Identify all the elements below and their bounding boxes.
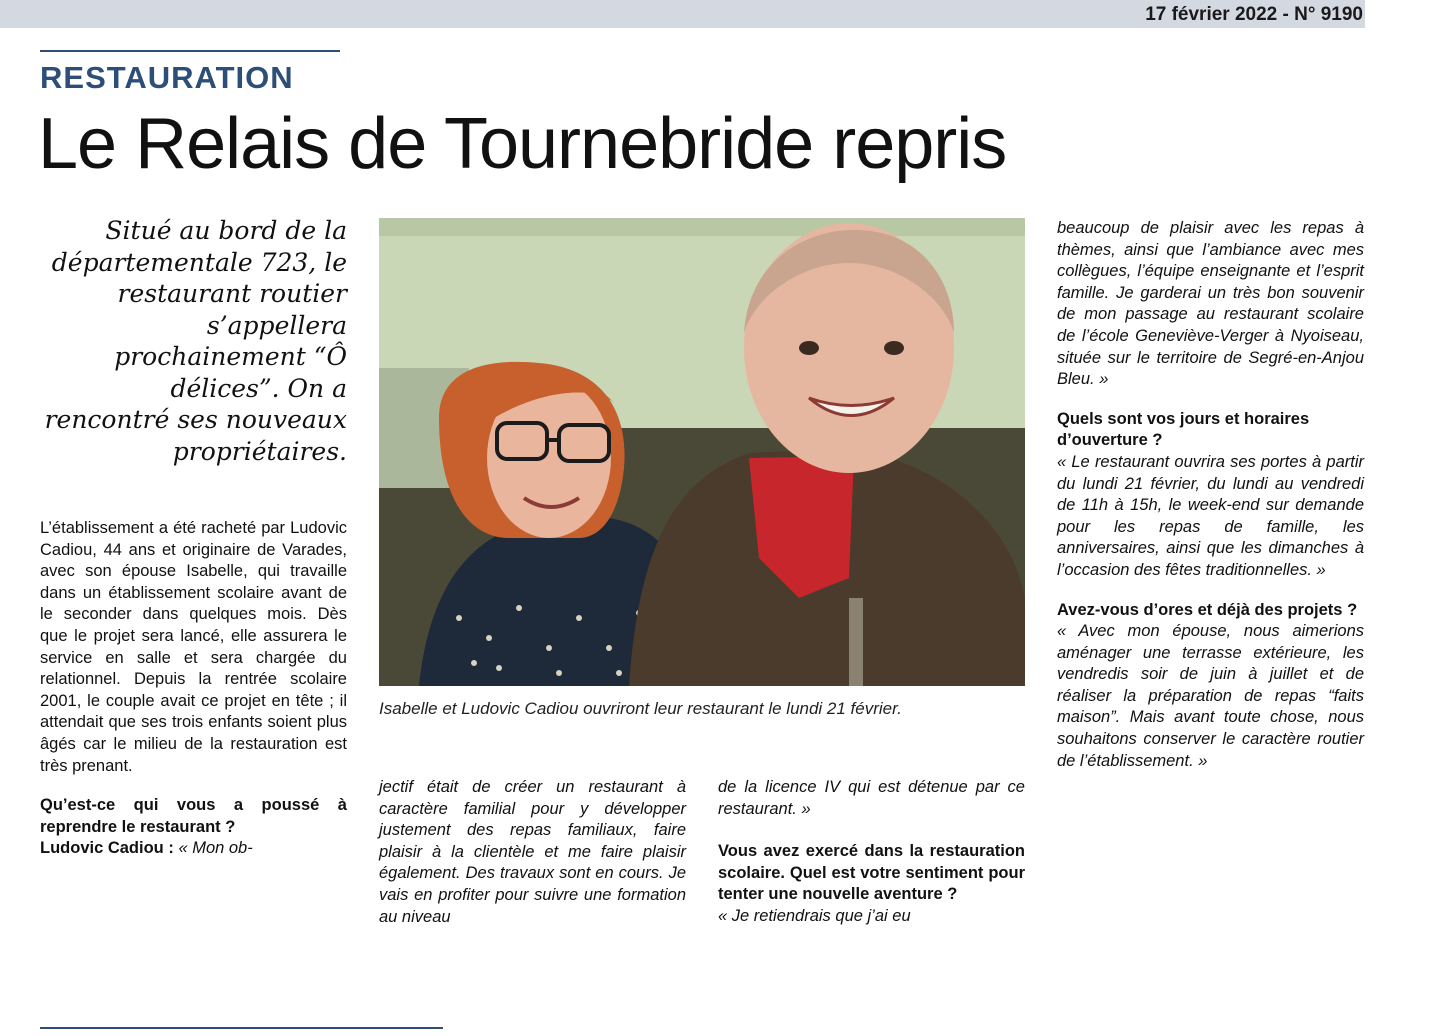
article-lead: Situé au bord de la départementale 723, le restaurant routier s’appellera prochainement “Ô délices”. On a rencontré ses nouveaux propriétaires. — [44, 216, 347, 466]
question-3: Quels sont vos jours et horaires d’ouverture ? — [1057, 409, 1310, 450]
question-2: Vous avez exercé dans la restauration scolaire. Quel est votre sentiment pour tenter une nouvelle aventure ? — [718, 842, 1025, 904]
answer-1-quote-start: « Mon ob- — [178, 839, 253, 858]
column-1 — [40, 518, 347, 860]
intro-paragraph: L’établissement a été racheté par Ludovic Cadiou, 44 ans et originaire de Varades, avec son épouse Isabelle, qui travaille dans un établissement scolaire avant de le seconder dans quelques mois. Dès que le projet sera lancé, elle assurera le service en salle et sera chargée du relationnel. Depuis la rentrée scolaire 2001, le couple avait ce projet en tête ; il attendait que ses trois enfants soient plus âgés car le milieu de la restauration est très prenant. — [40, 519, 347, 775]
answer-1-end: de la licence IV qui est détenue par ce restaurant. » — [718, 778, 1025, 818]
column-3 — [718, 777, 1025, 928]
rubric-rule — [40, 50, 340, 52]
question-4: Avez-vous d’ores et déjà des projets ? — [1057, 600, 1358, 619]
answer-3: « Le restaurant ouvrira ses portes à partir du lundi 21 février, du lundi au vendredi de 11h à 15h, le week-end sur demande pour les repas de famille, les anniversaires, ainsi que les dimanches à l’occasion des fêtes traditionnelles. » — [1057, 452, 1364, 579]
photo-caption: Isabelle et Ludovic Cadiou ouvriront leur restaurant le lundi 21 février. — [379, 699, 902, 718]
answer-1-continued: jectif était de créer un restaurant à caractère familial pour y développer justement des repas familiaux, faire plaisir à la clientèle et me faire plaisir également. Des travaux sont en cours. Je vais en profiter pour suivre une formation au niveau — [379, 778, 686, 926]
bottom-rule — [40, 1027, 443, 1029]
answer-2-start: « Je retiendrais que j’ai eu — [718, 906, 911, 925]
answer-4: « Avec mon épouse, nous aimerions aménager une terrasse extérieure, les vendredis soir de juin à juillet et de réaliser la préparation de repas “faits maison”. Mais avant toute chose, nous souhaitons conserver le caractère routier de l’établissement. » — [1057, 622, 1364, 770]
article-title: Le Relais de Tournebride repris — [38, 104, 1007, 184]
answer-2-continued: beaucoup de plaisir avec les repas à thèmes, ainsi que l’ambiance avec mes collègues, l’équipe enseignante et l’esprit famille. Je garderai un très bon souvenir de mon passage au restaurant scolaire de l’école Geneviève-Verger à Nyoiseau, située sur le territoire de Segré-en-Anjou Bleu. » — [1057, 219, 1364, 389]
column-4 — [1057, 218, 1364, 772]
answer-1-start — [40, 838, 347, 860]
article-photo — [379, 218, 1025, 686]
issue-date-number: 17 février 2022 - N° 9190 — [1145, 4, 1363, 25]
question-1: Qu’est-ce qui vous a poussé à reprendre le restaurant ? — [40, 796, 347, 836]
couple-photo-illustration — [379, 218, 1025, 686]
column-2 — [379, 777, 686, 928]
speaker-name: Ludovic Cadiou : — [40, 839, 174, 858]
section-rubric: RESTAURATION — [40, 60, 294, 95]
